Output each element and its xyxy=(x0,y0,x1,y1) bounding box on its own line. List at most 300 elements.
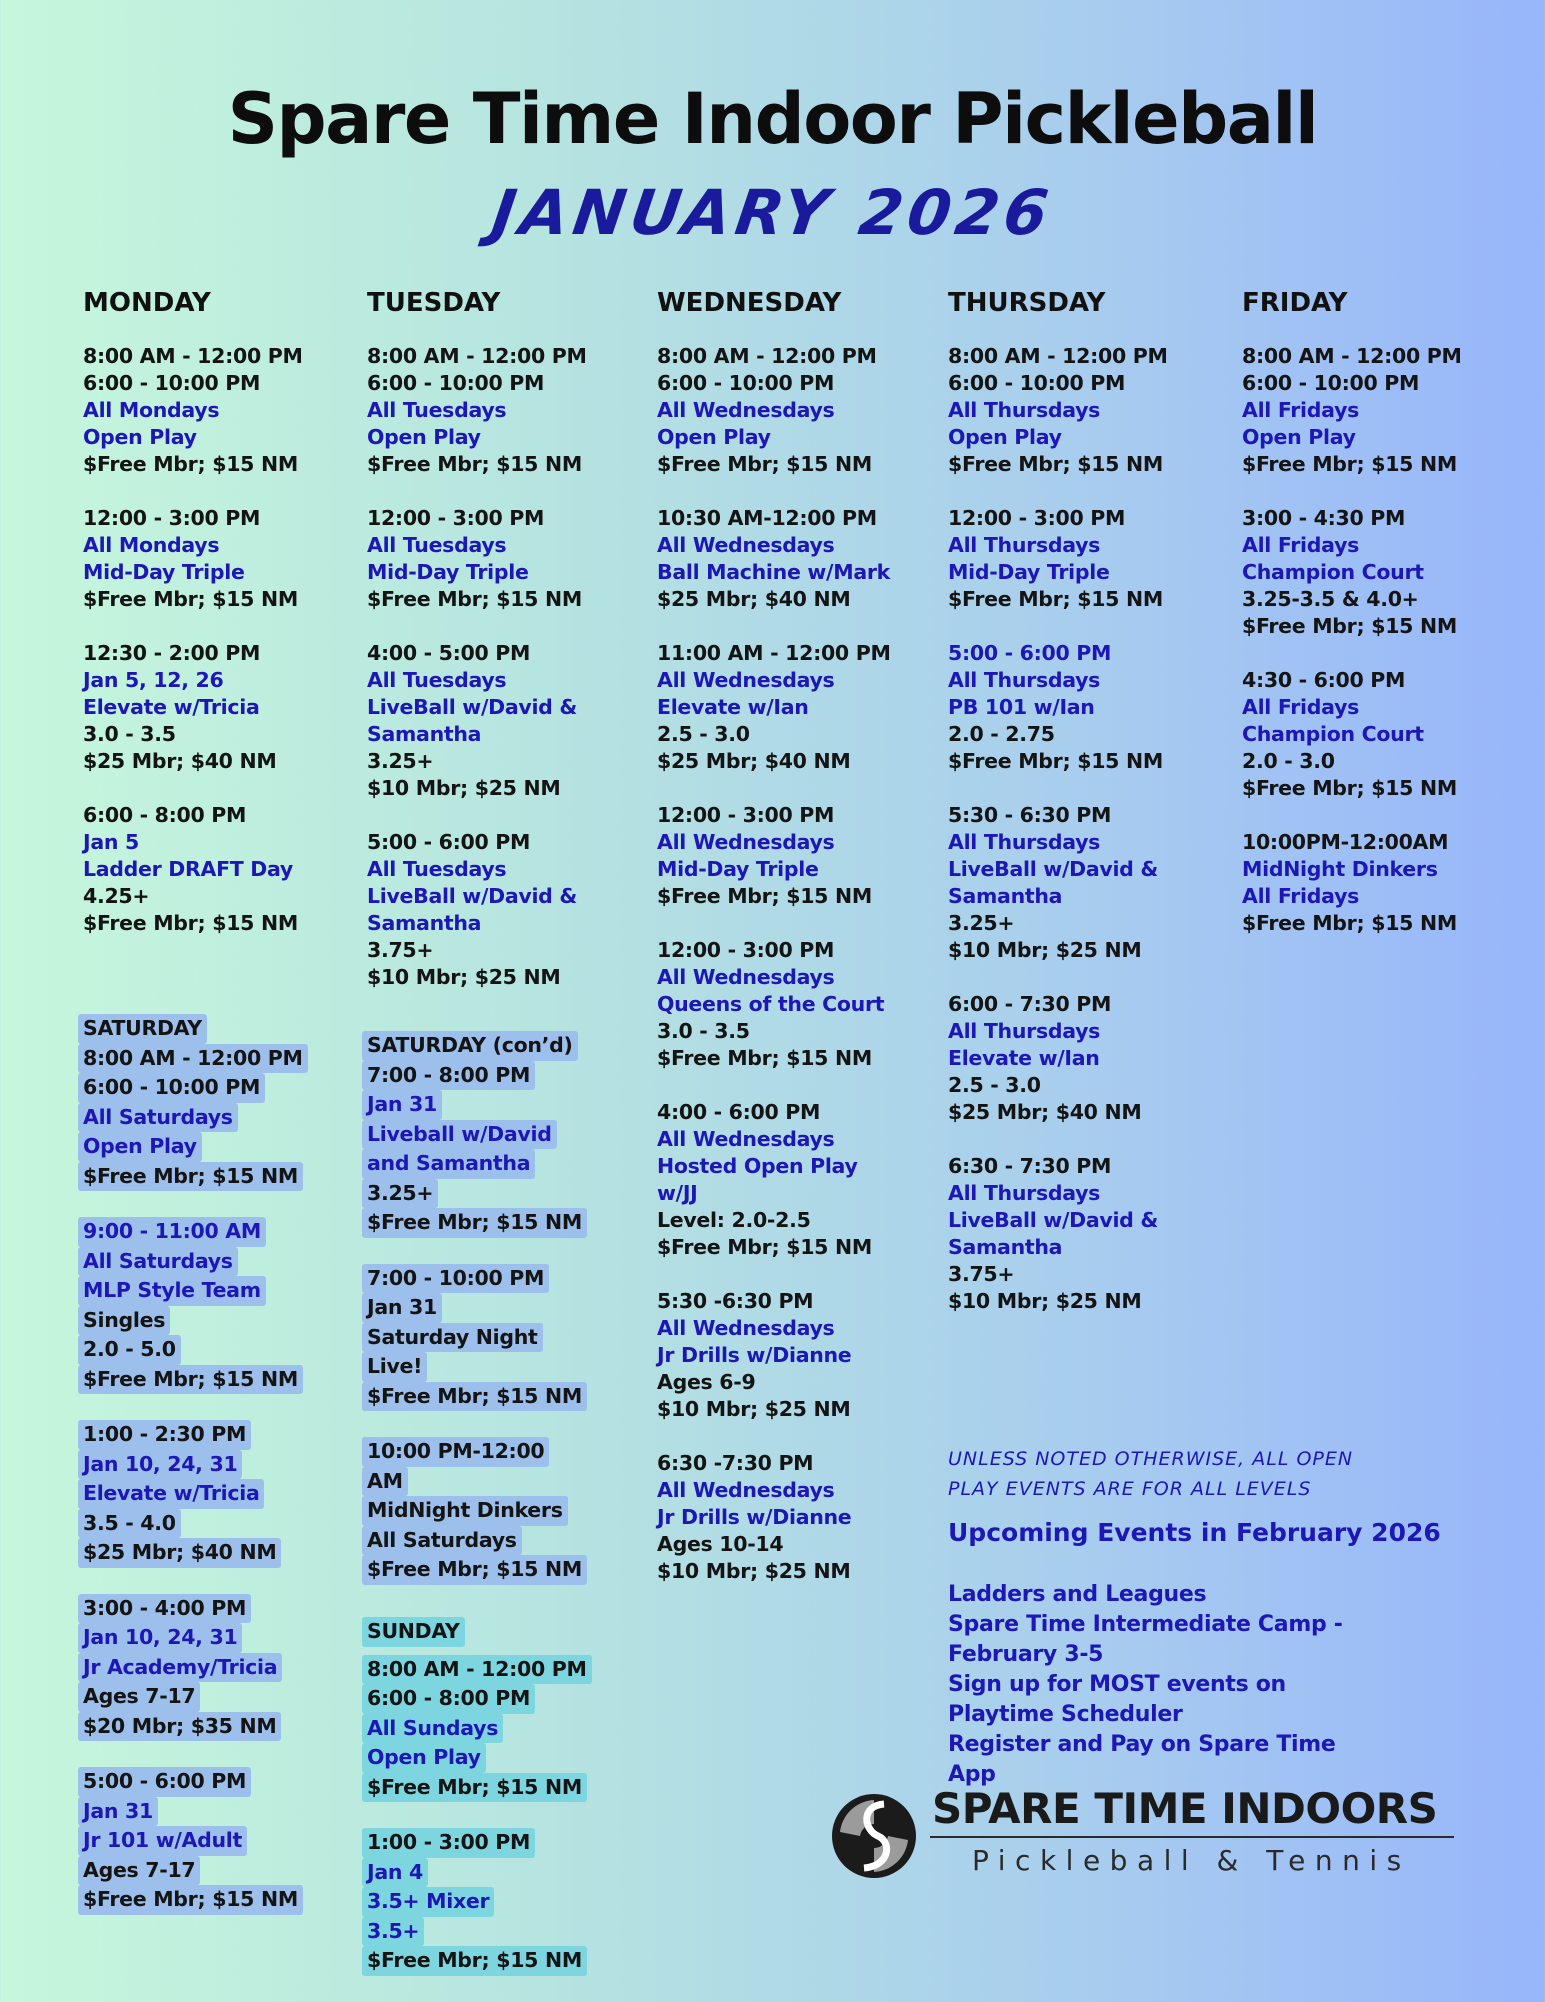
schedule-line: Mid-Day Triple xyxy=(657,857,819,881)
schedule-line: Level: 2.0-2.5 xyxy=(657,1208,811,1232)
schedule-line: 1:00 - 3:00 PM xyxy=(367,1830,531,1854)
schedule-line: 3.75+ xyxy=(948,1262,1015,1286)
schedule-line: 8:00 AM - 12:00 PM xyxy=(367,344,587,368)
spare-time-logo xyxy=(830,1778,1460,1898)
schedule-line: 4:00 - 6:00 PM xyxy=(657,1100,821,1124)
pickleball-ball-icon xyxy=(830,1784,922,1884)
highlight-strip xyxy=(362,1090,442,1120)
schedule-line: $Free Mbr; $15 NM xyxy=(657,452,872,476)
schedule-line: 3:00 - 4:00 PM xyxy=(83,1595,247,1620)
schedule-line: Jan 31 xyxy=(367,1092,437,1116)
schedule-line: $Free Mbr; $15 NM xyxy=(1242,452,1457,476)
schedule-line: SUNDAY xyxy=(367,1619,460,1643)
upcoming-item: Spare Time Intermediate Camp - February 3-5 xyxy=(948,1612,1343,1667)
schedule-entry xyxy=(657,640,891,775)
schedule-line: Open Play xyxy=(1242,425,1356,449)
highlight-strip xyxy=(78,1044,308,1074)
schedule-line: 4:00 - 5:00 PM xyxy=(367,641,531,665)
schedule-line: 8:00 AM - 12:00 PM xyxy=(83,344,303,368)
schedule-line: All Wednesdays xyxy=(657,1316,835,1340)
highlight-strip xyxy=(78,1217,266,1247)
schedule-line: SATURDAY (con’d) xyxy=(367,1033,573,1057)
schedule-line: 3.25-3.5 & 4.0+ xyxy=(1242,587,1419,611)
upcoming-events-list xyxy=(948,1580,1368,1790)
schedule-line: LiveBall w/David & xyxy=(948,857,1158,881)
schedule-entry xyxy=(83,802,303,937)
schedule-line: 5:30 -6:30 PM xyxy=(657,1289,814,1313)
schedule-line: $Free Mbr; $15 NM xyxy=(657,1235,872,1259)
highlight-strip xyxy=(362,1526,522,1556)
schedule-entry xyxy=(83,1217,308,1394)
schedule-line: $Free Mbr; $15 NM xyxy=(948,452,1163,476)
schedule-line: Jan 5 xyxy=(83,830,139,854)
schedule-line: Hosted Open Play xyxy=(657,1154,858,1178)
schedule-entry xyxy=(948,991,1168,1126)
schedule-line: Jan 4 xyxy=(367,1859,423,1884)
schedule-line: MidNight Dinkers xyxy=(367,1498,563,1522)
schedule-line: All Fridays xyxy=(1242,884,1360,908)
schedule-line: All Thursdays xyxy=(948,1181,1101,1205)
highlight-strip xyxy=(78,1538,281,1568)
schedule-line: 5:00 - 6:00 PM xyxy=(948,641,1112,665)
schedule-line: 3.25+ xyxy=(948,911,1015,935)
schedule-line: Elevate w/Ian xyxy=(948,1046,1100,1070)
schedule-line: Ball Machine w/Mark xyxy=(657,560,890,584)
upcoming-item: Ladders and Leagues xyxy=(948,1582,1207,1607)
schedule-line: 12:00 - 3:00 PM xyxy=(83,506,261,530)
highlight-strip xyxy=(78,1826,247,1856)
schedule-line: All Fridays xyxy=(1242,398,1360,422)
highlight-strip xyxy=(78,1335,181,1365)
upcoming-item: Sign up for MOST events on Playtime Scheduler xyxy=(948,1672,1286,1727)
page-title: Spare Time Indoor Pickleball xyxy=(227,78,1318,160)
schedule-line: Elevate w/Tricia xyxy=(83,695,260,719)
schedule-line: MidNight Dinkers xyxy=(1242,857,1438,881)
schedule-line: Ages 6-9 xyxy=(657,1370,756,1394)
schedule-line: PB 101 w/Ian xyxy=(948,695,1095,719)
schedule-line: $Free Mbr; $15 NM xyxy=(1242,614,1457,638)
schedule-line: Ages 10-14 xyxy=(657,1532,784,1556)
schedule-line: All Mondays xyxy=(83,398,220,422)
schedule-entry xyxy=(657,343,891,478)
schedule-entry xyxy=(948,640,1168,775)
schedule-line: $Free Mbr; $15 NM xyxy=(83,1366,298,1391)
schedule-line: LiveBall w/David & xyxy=(367,884,577,908)
schedule-line: 12:00 - 3:00 PM xyxy=(657,803,835,827)
saturday-continued-section xyxy=(367,1031,587,1611)
schedule-line: Ladder DRAFT Day xyxy=(83,857,293,881)
highlight-strip xyxy=(362,1555,587,1585)
highlight-strip xyxy=(78,1450,242,1480)
highlight-strip xyxy=(78,1767,251,1797)
schedule-entry xyxy=(367,640,587,802)
highlight-strip xyxy=(362,1467,408,1497)
highlight-strip xyxy=(78,1885,303,1915)
day-heading: MONDAY xyxy=(83,288,211,318)
schedule-line: $10 Mbr; $25 NM xyxy=(367,776,561,800)
schedule-line: Singles xyxy=(83,1307,166,1332)
schedule-line: 3:00 - 4:30 PM xyxy=(1242,506,1406,530)
schedule-line: Saturday Night xyxy=(367,1324,538,1349)
highlight-strip xyxy=(362,1293,442,1323)
schedule-line: LiveBall w/David & xyxy=(948,1208,1158,1232)
schedule-line: 12:00 - 3:00 PM xyxy=(367,506,545,530)
schedule-entry xyxy=(83,505,303,613)
schedule-line: 9:00 - 11:00 AM xyxy=(83,1219,261,1243)
schedule-entry xyxy=(367,1031,587,1238)
logo-divider xyxy=(930,1836,1454,1838)
highlight-strip xyxy=(362,1684,535,1714)
schedule-line: All Fridays xyxy=(1242,695,1360,719)
highlight-strip xyxy=(78,1653,282,1683)
schedule-line: $20 Mbr; $35 NM xyxy=(83,1713,277,1738)
schedule-line: 6:00 - 10:00 PM xyxy=(948,371,1126,395)
schedule-line: 3.0 - 3.5 xyxy=(83,722,176,746)
column-wednesday xyxy=(657,286,891,1612)
schedule-line: Mid-Day Triple xyxy=(948,560,1110,584)
schedule-entry xyxy=(948,802,1168,964)
schedule-line: Open Play xyxy=(83,425,197,449)
highlight-strip xyxy=(362,1382,587,1412)
schedule-entry xyxy=(367,1264,587,1412)
schedule-entry xyxy=(657,1288,891,1423)
highlight-strip xyxy=(78,1509,181,1539)
schedule-line: 3.75+ xyxy=(367,938,434,962)
schedule-line: $25 Mbr; $40 NM xyxy=(83,1540,277,1564)
schedule-line: $Free Mbr; $15 NM xyxy=(1242,776,1457,800)
schedule-entry xyxy=(367,1437,587,1585)
schedule-line: 2.0 - 2.75 xyxy=(948,722,1055,746)
schedule-line: $25 Mbr; $40 NM xyxy=(657,749,851,773)
schedule-line: All Tuesdays xyxy=(367,857,507,881)
highlight-strip xyxy=(362,1496,568,1526)
highlight-strip xyxy=(362,1061,535,1091)
schedule-line: $10 Mbr; $25 NM xyxy=(657,1559,851,1583)
schedule-line: All Tuesdays xyxy=(367,398,507,422)
schedule-line: 6:00 - 10:00 PM xyxy=(83,1075,261,1099)
schedule-line: $25 Mbr; $40 NM xyxy=(657,587,851,611)
schedule-entry xyxy=(83,640,303,775)
schedule-line: Live! xyxy=(367,1354,423,1378)
schedule-line: 6:00 - 10:00 PM xyxy=(1242,371,1420,395)
schedule-line: 10:00 PM-12:00 xyxy=(367,1439,545,1463)
highlight-strip xyxy=(362,1179,438,1209)
schedule-line: All Saturdays xyxy=(83,1248,233,1273)
highlight-strip xyxy=(362,1946,587,1976)
schedule-line: 8:00 AM - 12:00 PM xyxy=(367,1656,587,1681)
highlight-strip xyxy=(78,1306,170,1336)
highlight-strip xyxy=(362,1031,578,1061)
highlight-strip xyxy=(78,1132,202,1162)
schedule-line: 6:00 - 7:30 PM xyxy=(948,992,1112,1016)
schedule-line: 12:00 - 3:00 PM xyxy=(948,506,1126,530)
schedule-line: Open Play xyxy=(367,425,481,449)
column-thursday xyxy=(948,286,1168,1342)
schedule-line: 8:00 AM - 12:00 PM xyxy=(1242,344,1462,368)
column-tuesday xyxy=(367,286,587,1018)
schedule-line: $Free Mbr; $15 NM xyxy=(948,749,1163,773)
schedule-line: Mid-Day Triple xyxy=(83,560,245,584)
schedule-line: Jan 10, 24, 31 xyxy=(83,1625,238,1649)
schedule-line: Samantha xyxy=(367,722,482,746)
schedule-line: All Wednesdays xyxy=(657,398,835,422)
schedule-line: 8:00 AM - 12:00 PM xyxy=(83,1045,303,1070)
highlight-strip xyxy=(78,1276,266,1306)
schedule-line: All Thursdays xyxy=(948,668,1101,692)
schedule-line: Elevate w/Ian xyxy=(657,695,809,719)
schedule-line: 4:30 - 6:00 PM xyxy=(1242,668,1406,692)
schedule-line: $Free Mbr; $15 NM xyxy=(948,587,1163,611)
schedule-line: Jr 101 w/Adult xyxy=(83,1828,242,1852)
schedule-line: $Free Mbr; $15 NM xyxy=(367,1774,582,1799)
schedule-line: $Free Mbr; $15 NM xyxy=(367,452,582,476)
schedule-line: $10 Mbr; $25 NM xyxy=(657,1397,851,1421)
schedule-line: All Saturdays xyxy=(83,1104,233,1129)
schedule-line: 6:00 - 10:00 PM xyxy=(83,371,261,395)
day-heading: THURSDAY xyxy=(948,288,1106,318)
schedule-line: $Free Mbr; $15 NM xyxy=(83,911,298,935)
month-title: JANUARY 2026 xyxy=(487,176,1058,249)
schedule-line: 6:00 - 10:00 PM xyxy=(367,371,545,395)
highlight-strip xyxy=(78,1162,303,1192)
schedule-line: 6:30 -7:30 PM xyxy=(657,1451,814,1475)
schedule-line: 2.0 - 5.0 xyxy=(83,1337,176,1361)
highlight-strip xyxy=(362,1208,587,1238)
column-monday xyxy=(83,286,303,964)
schedule-line: 7:00 - 10:00 PM xyxy=(367,1265,545,1290)
highlight-strip xyxy=(362,1437,549,1467)
highlight-strip xyxy=(362,1655,592,1685)
highlight-strip xyxy=(78,1712,281,1742)
highlight-strip xyxy=(362,1858,428,1888)
highlight-strip xyxy=(78,1014,207,1044)
schedule-line: 2.0 - 3.0 xyxy=(1242,749,1335,773)
highlight-strip xyxy=(78,1365,303,1395)
schedule-line: 5:30 - 6:30 PM xyxy=(948,803,1112,827)
schedule-line: Jan 5, 12, 26 xyxy=(83,668,224,692)
schedule-line: $Free Mbr; $15 NM xyxy=(367,1948,582,1972)
schedule-entry xyxy=(948,505,1168,613)
schedule-entry xyxy=(948,343,1168,478)
schedule-line: 5:00 - 6:00 PM xyxy=(83,1769,247,1793)
schedule-line: All Thursdays xyxy=(948,1019,1101,1043)
schedule-line: 10:00PM-12:00AM xyxy=(1242,830,1449,854)
schedule-line: All Sundays xyxy=(367,1715,499,1740)
schedule-line: MLP Style Team xyxy=(83,1278,261,1302)
schedule-entry xyxy=(657,1099,891,1261)
schedule-line: Mid-Day Triple xyxy=(367,560,529,584)
schedule-line: Champion Court xyxy=(1242,560,1424,584)
schedule-line: 6:00 - 8:00 PM xyxy=(367,1686,531,1710)
schedule-line: 3.25+ xyxy=(367,1180,434,1205)
schedule-line: All Wednesdays xyxy=(657,1127,835,1151)
highlight-strip xyxy=(78,1479,264,1509)
schedule-line: $10 Mbr; $25 NM xyxy=(948,1289,1142,1313)
schedule-line: AM xyxy=(367,1468,403,1493)
schedule-line: Elevate w/Tricia xyxy=(83,1481,260,1505)
highlight-strip xyxy=(78,1856,200,1886)
schedule-line: Samantha xyxy=(948,884,1063,908)
schedule-line: 3.5+ xyxy=(367,1918,420,1943)
schedule-line: $Free Mbr; $15 NM xyxy=(657,884,872,908)
schedule-line: All Tuesdays xyxy=(367,668,507,692)
schedule-line: All Tuesdays xyxy=(367,533,507,557)
schedule-line: Jr Drills w/Dianne xyxy=(657,1343,852,1367)
schedule-entry xyxy=(1242,667,1462,802)
schedule-entry xyxy=(367,1655,592,1803)
schedule-line: All Wednesdays xyxy=(657,965,835,989)
upcoming-events-title: Upcoming Events in February 2026 xyxy=(948,1518,1441,1547)
schedule-line: 12:00 - 3:00 PM xyxy=(657,938,835,962)
schedule-line: Samantha xyxy=(367,911,482,935)
logo-name: SPARE TIME INDOORS xyxy=(932,1784,1438,1833)
highlight-strip xyxy=(78,1247,238,1277)
column-friday xyxy=(1242,286,1462,964)
schedule-line: Champion Court xyxy=(1242,722,1424,746)
levels-note: UNLESS NOTED OTHERWISE, ALL OPEN PLAY EVENTS ARE FOR ALL LEVELS xyxy=(948,1448,1354,1500)
highlight-strip xyxy=(78,1797,158,1827)
schedule-line: $Free Mbr; $15 NM xyxy=(1242,911,1457,935)
schedule-line: Queens of the Court xyxy=(657,992,885,1016)
schedule-entry xyxy=(367,343,587,478)
schedule-line: All Thursdays xyxy=(948,830,1101,854)
highlight-strip xyxy=(362,1264,549,1294)
highlight-strip xyxy=(362,1617,465,1647)
schedule-line: Open Play xyxy=(83,1134,197,1158)
day-heading: FRIDAY xyxy=(1242,288,1348,318)
schedule-line: $Free Mbr; $15 NM xyxy=(657,1046,872,1070)
schedule-line: All Wednesdays xyxy=(657,1478,835,1502)
day-heading: TUESDAY xyxy=(367,288,501,318)
highlight-strip xyxy=(362,1352,427,1382)
highlight-strip xyxy=(78,1623,242,1653)
schedule-line: $25 Mbr; $40 NM xyxy=(83,749,277,773)
schedule-entry xyxy=(83,1767,308,1915)
saturday-section xyxy=(83,1014,308,1941)
schedule-line: 3.25+ xyxy=(367,749,434,773)
sunday-section xyxy=(367,1617,592,2002)
schedule-line: Open Play xyxy=(948,425,1062,449)
upcoming-item: Register and Pay on Spare Time App xyxy=(948,1732,1336,1787)
schedule-line: All Wednesdays xyxy=(657,533,835,557)
schedule-line: Liveball w/David xyxy=(367,1121,552,1146)
schedule-line: All Fridays xyxy=(1242,533,1360,557)
schedule-entry xyxy=(367,1828,592,1976)
schedule-line: All Mondays xyxy=(83,533,220,557)
highlight-strip xyxy=(362,1828,535,1858)
schedule-entry xyxy=(1242,343,1462,478)
schedule-entry xyxy=(367,1617,592,1647)
schedule-line: Ages 7-17 xyxy=(83,1684,196,1708)
schedule-entry xyxy=(1242,829,1462,937)
schedule-line: 4.25+ xyxy=(83,884,150,908)
schedule-line: 3.0 - 3.5 xyxy=(657,1019,750,1043)
schedule-entry xyxy=(367,829,587,991)
highlight-strip xyxy=(78,1103,238,1133)
schedule-line: All Thursdays xyxy=(948,398,1101,422)
highlight-strip xyxy=(362,1323,543,1353)
schedule-line: w/JJ xyxy=(657,1181,698,1205)
highlight-strip xyxy=(78,1594,251,1624)
schedule-line: All Wednesdays xyxy=(657,830,835,854)
schedule-line: $Free Mbr; $15 NM xyxy=(83,452,298,476)
schedule-entry xyxy=(657,505,891,613)
schedule-line: Jan 31 xyxy=(83,1798,153,1823)
schedule-line: Samantha xyxy=(948,1235,1063,1259)
schedule-line: 10:30 AM-12:00 PM xyxy=(657,506,877,530)
schedule-entry xyxy=(657,937,891,1072)
schedule-entry xyxy=(83,1594,308,1742)
schedule-line: $Free Mbr; $15 NM xyxy=(83,1887,298,1911)
logo-tagline: Pickleball & Tennis xyxy=(972,1844,1411,1877)
schedule-line: 6:00 - 10:00 PM xyxy=(657,371,835,395)
schedule-entry xyxy=(83,1014,308,1191)
schedule-line: Jan 31 xyxy=(367,1295,437,1319)
schedule-line: and Samantha xyxy=(367,1151,531,1175)
schedule-line: $10 Mbr; $25 NM xyxy=(948,938,1142,962)
highlight-strip xyxy=(362,1714,503,1744)
schedule-line: All Wednesdays xyxy=(657,668,835,692)
schedule-line: 11:00 AM - 12:00 PM xyxy=(657,641,891,665)
schedule-line: All Saturdays xyxy=(367,1527,517,1552)
schedule-line: $Free Mbr; $15 NM xyxy=(367,587,582,611)
schedule-line: $Free Mbr; $15 NM xyxy=(83,587,298,611)
schedule-line: 6:00 - 8:00 PM xyxy=(83,803,247,827)
day-heading: WEDNESDAY xyxy=(657,288,842,318)
schedule-line: 8:00 AM - 12:00 PM xyxy=(948,344,1168,368)
highlight-strip xyxy=(362,1887,494,1917)
schedule-line: 5:00 - 6:00 PM xyxy=(367,830,531,854)
schedule-line: 7:00 - 8:00 PM xyxy=(367,1062,531,1087)
schedule-entry xyxy=(657,1450,891,1585)
schedule-line: Open Play xyxy=(367,1745,481,1769)
schedule-entry xyxy=(657,802,891,910)
schedule-line: Jr Drills w/Dianne xyxy=(657,1505,852,1529)
highlight-strip xyxy=(362,1743,486,1773)
highlight-strip xyxy=(362,1917,424,1947)
schedule-line: 3.5 - 4.0 xyxy=(83,1510,176,1535)
highlight-strip xyxy=(78,1682,200,1712)
schedule-entry xyxy=(83,343,303,478)
highlight-strip xyxy=(362,1149,535,1179)
schedule-entry xyxy=(367,505,587,613)
highlight-strip xyxy=(362,1773,587,1803)
schedule-line: $Free Mbr; $15 NM xyxy=(367,1383,582,1408)
highlight-strip xyxy=(78,1420,251,1450)
schedule-line: 3.5+ Mixer xyxy=(367,1889,490,1913)
schedule-line: 12:30 - 2:00 PM xyxy=(83,641,261,665)
schedule-entry xyxy=(948,1153,1168,1315)
schedule-line: 8:00 AM - 12:00 PM xyxy=(657,344,877,368)
schedule-line: $Free Mbr; $15 NM xyxy=(83,1163,298,1188)
schedule-entry xyxy=(83,1420,308,1568)
schedule-line: Jan 10, 24, 31 xyxy=(83,1451,238,1476)
schedule-line: 2.5 - 3.0 xyxy=(948,1073,1041,1097)
schedule-line: Jr Academy/Tricia xyxy=(83,1654,278,1679)
schedule-line: 6:30 - 7:30 PM xyxy=(948,1154,1112,1178)
highlight-strip xyxy=(78,1073,265,1103)
schedule-line: $Free Mbr; $15 NM xyxy=(367,1557,582,1581)
schedule-entry xyxy=(1242,505,1462,640)
schedule-line: All Thursdays xyxy=(948,533,1101,557)
schedule-line: SATURDAY xyxy=(83,1016,202,1040)
schedule-line: $25 Mbr; $40 NM xyxy=(948,1100,1142,1124)
schedule-line: Ages 7-17 xyxy=(83,1857,196,1882)
schedule-line: $10 Mbr; $25 NM xyxy=(367,965,561,989)
schedule-line: LiveBall w/David & xyxy=(367,695,577,719)
schedule-line: Open Play xyxy=(657,425,771,449)
highlight-strip xyxy=(362,1120,557,1150)
